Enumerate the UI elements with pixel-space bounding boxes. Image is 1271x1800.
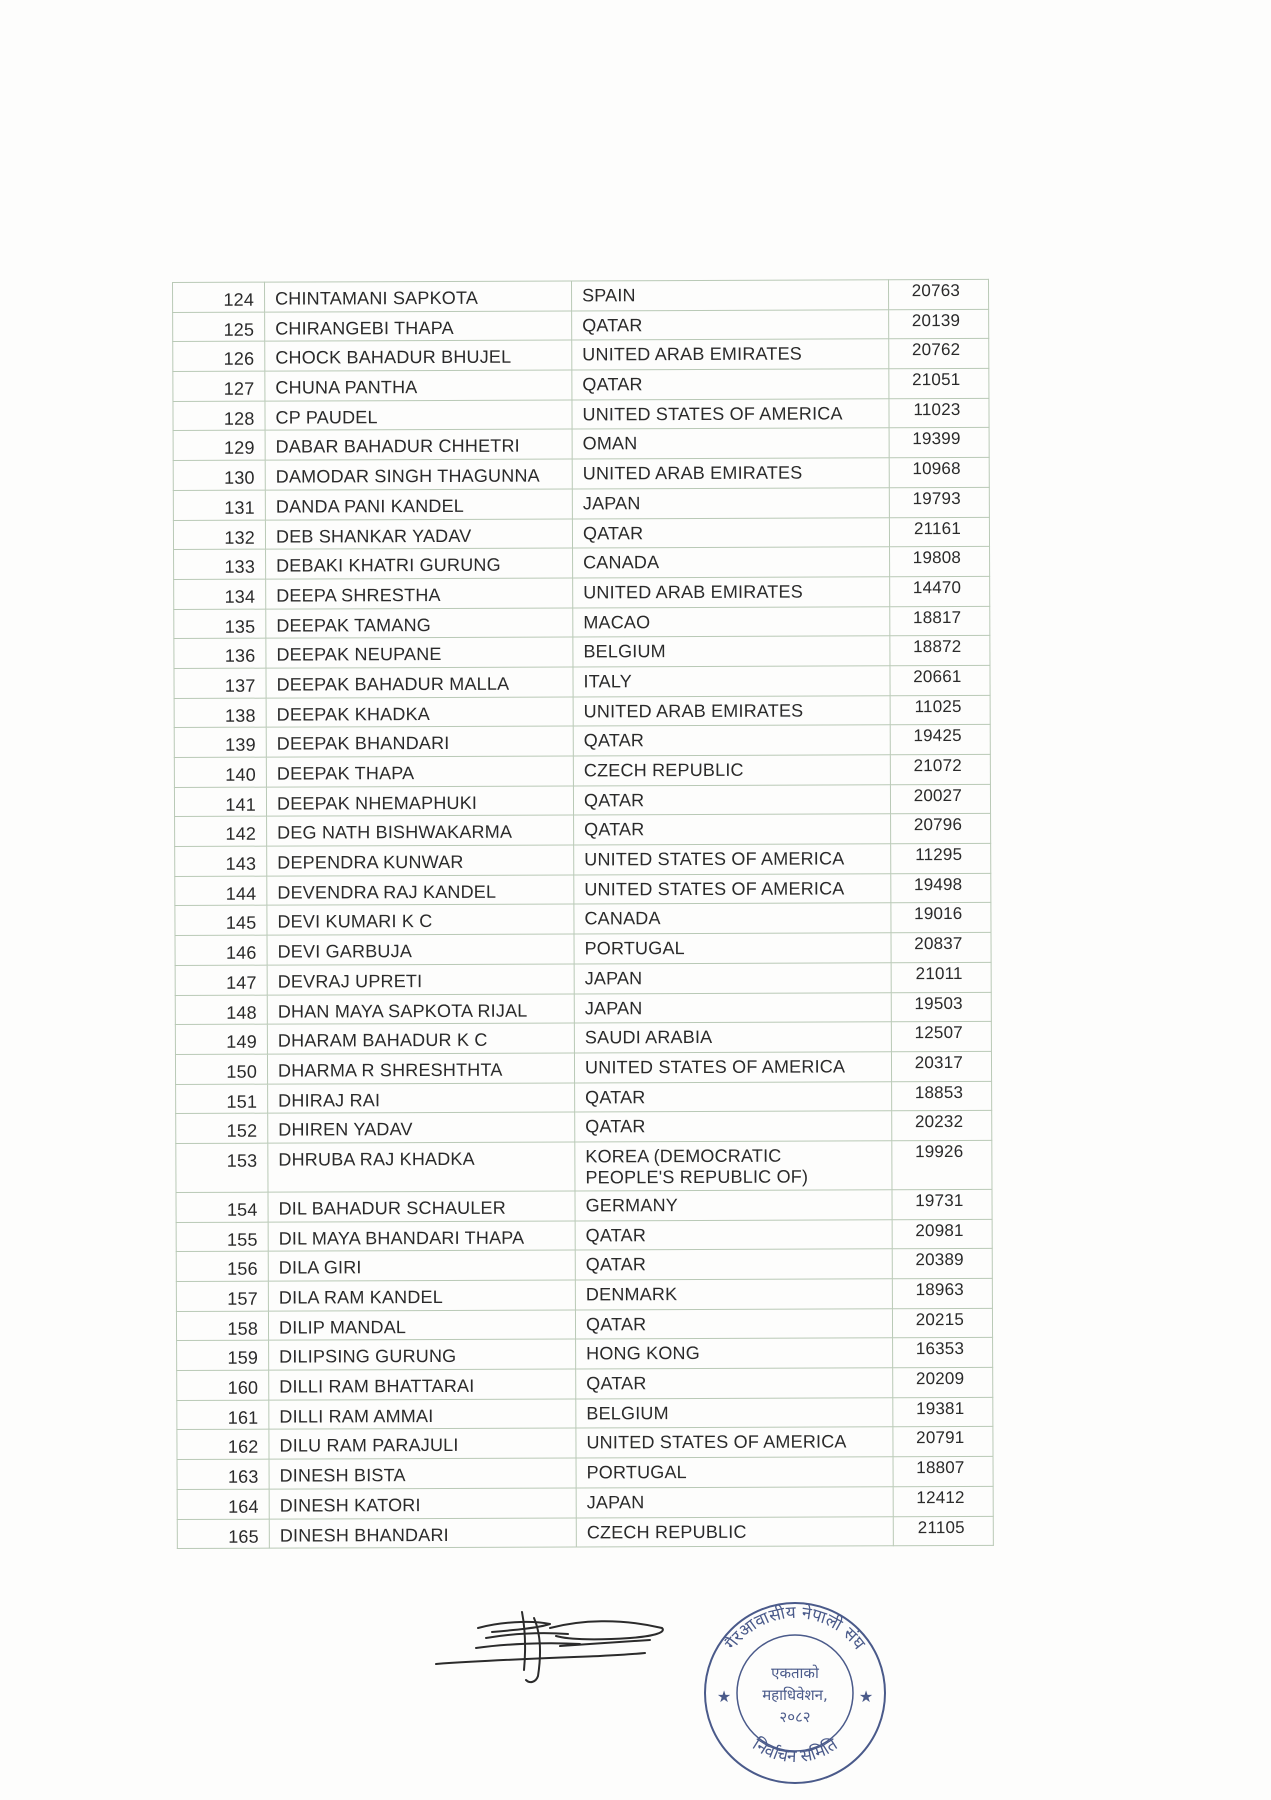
table-row	[173, 339, 989, 372]
signature	[430, 1598, 680, 1688]
member-name-cell: DINESH BISTA	[269, 1458, 576, 1489]
country-line: QATAR	[583, 730, 645, 751]
membership-number-cell: 19498	[891, 873, 991, 903]
voter-list-table-wrapper	[172, 279, 993, 1549]
country-cell	[575, 1249, 892, 1280]
serial-number-cell: 160	[177, 1370, 269, 1400]
country-cell	[574, 992, 891, 1023]
membership-number-cell: 20762	[889, 339, 989, 369]
country-line: BELGIUM	[583, 641, 666, 662]
serial-number-cell: 153	[176, 1143, 268, 1192]
table-row	[176, 1111, 992, 1144]
serial-number-cell: 129	[173, 431, 265, 461]
member-name-cell: DIL BAHADUR SCHAULER	[268, 1191, 575, 1222]
serial-number-cell: 128	[173, 401, 265, 431]
membership-number-cell: 12507	[891, 1022, 991, 1052]
country-cell	[574, 1022, 891, 1053]
country-cell	[573, 547, 890, 578]
table-row	[175, 962, 991, 995]
country-cell	[574, 844, 891, 875]
country-line: PORTUGAL	[584, 938, 685, 959]
table-row	[173, 457, 989, 490]
table-row	[177, 1397, 993, 1430]
serial-number-cell: 137	[174, 668, 266, 698]
table-row	[176, 1219, 992, 1252]
table-row	[175, 1051, 991, 1084]
country-line: QATAR	[585, 1116, 646, 1137]
country-cell	[575, 1279, 892, 1310]
member-name-cell: DEEPAK THAPA	[266, 756, 573, 787]
voter-list-table	[172, 279, 994, 1549]
country-cell	[576, 1427, 893, 1458]
table-row	[173, 517, 989, 550]
table-row	[175, 843, 991, 876]
country-cell	[571, 280, 888, 311]
member-name-cell: DAMODAR SINGH THAGUNNA	[265, 459, 572, 490]
country-line: QATAR	[585, 1224, 647, 1246]
serial-number-cell: 140	[174, 757, 266, 787]
country-line: UNITED STATES OF AMERICA	[584, 848, 845, 870]
membership-number-cell: 20317	[891, 1051, 991, 1081]
table-row	[174, 725, 990, 758]
serial-number-cell: 138	[174, 698, 266, 728]
table-row	[177, 1516, 993, 1549]
serial-number-cell: 141	[174, 787, 266, 817]
country-cell	[576, 1516, 893, 1547]
membership-number-cell: 20791	[893, 1427, 993, 1457]
member-name-cell: DEEPAK NHEMAPHUKI	[266, 786, 573, 817]
membership-number-cell: 20763	[888, 279, 988, 309]
country-cell	[576, 1338, 893, 1369]
country-cell	[575, 1190, 892, 1221]
country-cell	[573, 695, 890, 726]
membership-number-cell: 19926	[892, 1140, 992, 1189]
country-line: UNITED STATES OF AMERICA	[586, 1431, 847, 1453]
member-name-cell: DEB SHANKAR YADAV	[265, 518, 572, 549]
table-row	[173, 428, 989, 461]
table-row	[173, 368, 989, 401]
serial-number-cell: 158	[176, 1311, 268, 1341]
member-name-cell: DEPENDRA KUNWAR	[267, 845, 574, 876]
serial-number-cell: 126	[173, 342, 265, 372]
membership-number-cell: 20796	[891, 814, 991, 844]
member-name-cell: DEEPAK BAHADUR MALLA	[266, 667, 573, 698]
country-line: QATAR	[585, 1254, 647, 1275]
membership-number-cell: 14470	[890, 576, 990, 606]
country-line: SAUDI ARABIA	[584, 1027, 713, 1048]
membership-number-cell: 20232	[892, 1111, 992, 1141]
serial-number-cell: 124	[173, 282, 265, 312]
country-line: JAPAN	[584, 997, 643, 1018]
membership-number-cell: 19381	[893, 1397, 993, 1427]
country-cell	[574, 814, 891, 845]
country-cell	[573, 606, 890, 637]
member-name-cell: DINESH BHANDARI	[269, 1517, 576, 1548]
country-line: UNITED STATES OF AMERICA	[584, 1056, 846, 1078]
serial-number-cell: 147	[175, 965, 267, 995]
country-cell	[572, 369, 889, 400]
member-name-cell: DEVRAJ UPRETI	[267, 964, 574, 995]
member-name-cell: DINESH KATORI	[269, 1488, 576, 1519]
member-name-cell: DANDA PANI KANDEL	[265, 489, 572, 520]
country-line: QATAR	[584, 819, 645, 840]
membership-number-cell: 11295	[891, 843, 991, 873]
serial-number-cell: 143	[175, 846, 267, 876]
country-cell	[576, 1397, 893, 1428]
membership-number-cell: 20139	[889, 309, 989, 339]
country-line: UNITED STATES OF AMERICA	[582, 403, 843, 425]
table-row	[177, 1456, 993, 1489]
serial-number-cell: 159	[177, 1341, 269, 1371]
country-line: UNITED ARAB EMIRATES	[583, 700, 804, 722]
serial-number-cell: 152	[176, 1113, 268, 1143]
serial-number-cell: 136	[174, 638, 266, 668]
serial-number-cell: 149	[175, 1024, 267, 1054]
member-name-cell: DEEPA SHRESTHA	[266, 578, 573, 609]
country-line: OMAN	[582, 433, 638, 454]
serial-number-cell: 165	[177, 1519, 269, 1549]
membership-number-cell: 20981	[892, 1219, 992, 1249]
membership-number-cell: 16353	[893, 1338, 993, 1368]
serial-number-cell: 156	[176, 1251, 268, 1281]
country-cell	[573, 725, 890, 756]
country-cell	[574, 873, 891, 904]
country-line: UNITED ARAB EMIRATES	[582, 462, 803, 484]
membership-number-cell: 18807	[893, 1456, 993, 1486]
country-line: UNITED ARAB EMIRATES	[582, 343, 803, 365]
country-line: CZECH REPUBLIC	[586, 1521, 747, 1542]
member-name-cell: CP PAUDEL	[265, 400, 572, 431]
table-row	[175, 903, 991, 936]
country-cell	[576, 1457, 893, 1488]
member-name-cell: DEBAKI KHATRI GURUNG	[266, 548, 573, 579]
table-row	[175, 1022, 991, 1055]
country-cell	[572, 398, 889, 429]
membership-number-cell: 11023	[889, 398, 989, 428]
serial-number-cell: 135	[174, 609, 266, 639]
country-line: KOREA (DEMOCRATIC	[585, 1145, 782, 1167]
country-cell	[576, 1487, 893, 1518]
member-name-cell: DHAN MAYA SAPKOTA RIJAL	[267, 993, 574, 1024]
membership-number-cell: 19425	[890, 725, 990, 755]
member-name-cell: DIL MAYA BHANDARI THAPA	[268, 1221, 575, 1252]
serial-number-cell: 133	[174, 549, 266, 579]
seal-inner-line-2: महाधिवेशन,	[762, 1686, 828, 1704]
membership-number-cell: 18817	[890, 606, 990, 636]
member-name-cell: DABAR BAHADUR CHHETRI	[265, 429, 572, 460]
country-cell	[572, 488, 889, 519]
member-name-cell: DEEPAK BHANDARI	[266, 726, 573, 757]
seal-inner-line-1: एकताको	[771, 1664, 819, 1682]
country-line: CZECH REPUBLIC	[583, 759, 744, 781]
serial-number-cell: 127	[173, 371, 265, 401]
membership-number-cell: 18872	[890, 636, 990, 666]
serial-number-cell: 142	[175, 817, 267, 847]
country-line: QATAR	[585, 1086, 646, 1107]
country-line: QATAR	[582, 314, 643, 336]
table-row	[173, 279, 989, 312]
serial-number-cell: 155	[176, 1222, 268, 1252]
member-name-cell: DEVENDRA RAJ KANDEL	[267, 875, 574, 906]
country-line: ITALY	[583, 671, 632, 692]
country-cell	[574, 903, 891, 934]
country-line: UNITED STATES OF AMERICA	[584, 878, 845, 900]
member-name-cell: DILA RAM KANDEL	[268, 1280, 575, 1311]
table-row	[176, 1308, 992, 1341]
table-row	[175, 873, 991, 906]
country-line: JAPAN	[582, 493, 641, 514]
country-line: QATAR	[585, 1313, 647, 1335]
country-cell	[574, 963, 891, 994]
country-cell	[575, 1219, 892, 1250]
table-row	[173, 309, 989, 342]
country-cell	[575, 1081, 892, 1112]
country-line: CANADA	[584, 908, 661, 929]
country-cell	[573, 636, 890, 667]
country-line: PEOPLE'S REPUBLIC OF)	[585, 1166, 809, 1188]
member-name-cell: DILIP MANDAL	[268, 1310, 575, 1341]
member-name-cell: DILIPSING GURUNG	[269, 1339, 576, 1370]
member-name-cell: DILLI RAM BHATTARAI	[269, 1369, 576, 1400]
member-name-cell: DEG NATH BISHWAKARMA	[267, 815, 574, 846]
serial-number-cell: 146	[175, 935, 267, 965]
serial-number-cell: 161	[177, 1400, 269, 1430]
member-name-cell: DEEPAK NEUPANE	[266, 637, 573, 668]
serial-number-cell: 144	[175, 876, 267, 906]
table-row	[174, 784, 990, 817]
table-row	[174, 606, 990, 639]
country-line: HONG KONG	[586, 1343, 700, 1364]
member-name-cell: DHIRAJ RAI	[268, 1083, 575, 1114]
membership-number-cell: 20209	[893, 1367, 993, 1397]
member-name-cell: DEVI GARBUJA	[267, 934, 574, 965]
serial-number-cell: 125	[173, 312, 265, 342]
membership-number-cell: 21072	[890, 754, 990, 784]
membership-number-cell: 19016	[891, 903, 991, 933]
country-cell	[572, 339, 889, 370]
member-name-cell: DHIREN YADAV	[268, 1112, 575, 1143]
country-cell	[575, 1141, 892, 1191]
serial-number-cell: 157	[176, 1281, 268, 1311]
member-name-cell: CHUNA PANTHA	[265, 370, 572, 401]
table-row	[177, 1338, 993, 1371]
country-cell	[572, 517, 889, 548]
member-name-cell: DHRUBA RAJ KHADKA	[268, 1142, 575, 1192]
membership-number-cell: 20215	[892, 1308, 992, 1338]
serial-number-cell: 150	[175, 1054, 267, 1084]
member-name-cell: DILU RAM PARAJULI	[269, 1428, 576, 1459]
seal-outer-text: गैरआवासीय नेपाली संघ	[721, 1602, 869, 1654]
serial-number-cell: 145	[175, 906, 267, 936]
table-row	[174, 754, 990, 787]
country-cell	[572, 309, 889, 340]
membership-number-cell: 19793	[889, 487, 989, 517]
member-name-cell: DEVI KUMARI K C	[267, 904, 574, 935]
table-row	[176, 1140, 992, 1192]
member-name-cell: CHOCK BAHADUR BHUJEL	[265, 340, 572, 371]
country-cell	[575, 1308, 892, 1339]
table-row	[173, 398, 989, 431]
table-row	[174, 636, 990, 669]
seal-inner-line-3: २०८२	[779, 1708, 811, 1726]
membership-number-cell: 19399	[889, 428, 989, 458]
serial-number-cell: 131	[173, 490, 265, 520]
voter-list-body	[173, 279, 994, 1548]
serial-number-cell: 130	[173, 460, 265, 490]
country-cell	[572, 428, 889, 459]
country-cell	[576, 1368, 893, 1399]
serial-number-cell: 151	[176, 1084, 268, 1114]
member-name-cell: DEEPAK TAMANG	[266, 608, 573, 639]
country-line: MACAO	[583, 611, 651, 632]
membership-number-cell: 20661	[890, 665, 990, 695]
country-line: BELGIUM	[586, 1402, 669, 1424]
serial-number-cell: 132	[173, 520, 265, 550]
serial-number-cell: 148	[175, 995, 267, 1025]
membership-number-cell: 21161	[889, 517, 989, 547]
country-cell	[573, 784, 890, 815]
member-name-cell: DEEPAK KHADKA	[266, 697, 573, 728]
member-name-cell: DILA GIRI	[268, 1250, 575, 1281]
member-name-cell: DILLI RAM AMMAI	[269, 1399, 576, 1430]
country-line: PORTUGAL	[586, 1462, 687, 1483]
table-row	[174, 547, 990, 580]
member-name-cell: DHARMA R SHRESHTHTA	[267, 1053, 574, 1084]
serial-number-cell: 134	[174, 579, 266, 609]
table-row	[176, 1278, 992, 1311]
membership-number-cell: 18853	[892, 1081, 992, 1111]
membership-number-cell: 20027	[890, 784, 990, 814]
country-cell	[573, 577, 890, 608]
country-cell	[572, 458, 889, 489]
membership-number-cell: 21051	[889, 368, 989, 398]
membership-number-cell: 20389	[892, 1249, 992, 1279]
table-row	[176, 1189, 992, 1222]
country-line: JAPAN	[584, 968, 643, 989]
country-line: QATAR	[583, 789, 645, 811]
serial-number-cell: 163	[177, 1459, 269, 1489]
membership-number-cell: 19503	[891, 992, 991, 1022]
table-row	[174, 665, 990, 698]
table-row	[176, 1081, 992, 1114]
serial-number-cell: 139	[174, 727, 266, 757]
member-name-cell: CHINTAMANI SAPKOTA	[265, 281, 572, 312]
member-name-cell: CHIRANGEBI THAPA	[265, 311, 572, 342]
country-line: SPAIN	[582, 285, 636, 306]
table-row	[174, 576, 990, 609]
table-row	[177, 1367, 993, 1400]
table-row	[175, 932, 991, 965]
country-cell	[573, 666, 890, 697]
membership-number-cell: 11025	[890, 695, 990, 725]
country-cell	[574, 933, 891, 964]
seal-star-left-icon: ★	[716, 1687, 732, 1706]
table-row	[174, 695, 990, 728]
table-row	[177, 1486, 993, 1519]
table-row	[175, 814, 991, 847]
country-cell	[574, 1052, 891, 1083]
organization-seal	[700, 1598, 890, 1788]
country-line: JAPAN	[586, 1492, 645, 1513]
membership-number-cell: 12412	[893, 1486, 993, 1516]
seal-bottom-text: निर्वाचन समिति	[748, 1734, 842, 1768]
table-row	[177, 1427, 993, 1460]
serial-number-cell: 162	[177, 1430, 269, 1460]
country-line: UNITED ARAB EMIRATES	[583, 581, 803, 603]
membership-number-cell: 21011	[891, 962, 991, 992]
country-line: QATAR	[582, 522, 644, 543]
membership-number-cell: 19731	[892, 1189, 992, 1219]
country-line: QATAR	[586, 1373, 647, 1394]
serial-number-cell: 164	[177, 1489, 269, 1519]
membership-number-cell: 10968	[889, 457, 989, 487]
country-line: GERMANY	[585, 1195, 679, 1216]
seal-star-right-icon: ★	[858, 1687, 874, 1706]
country-cell	[573, 755, 890, 786]
membership-number-cell: 21105	[893, 1516, 993, 1546]
country-line: CANADA	[583, 552, 660, 573]
table-row	[173, 487, 989, 520]
table-row	[176, 1249, 992, 1282]
membership-number-cell: 18963	[892, 1278, 992, 1308]
serial-number-cell: 154	[176, 1192, 268, 1222]
table-row	[175, 992, 991, 1025]
country-cell	[575, 1111, 892, 1142]
country-line: DENMARK	[585, 1284, 678, 1305]
membership-number-cell: 19808	[890, 547, 990, 577]
membership-number-cell: 20837	[891, 932, 991, 962]
country-line: QATAR	[582, 374, 643, 395]
member-name-cell: DHARAM BAHADUR K C	[267, 1023, 574, 1054]
